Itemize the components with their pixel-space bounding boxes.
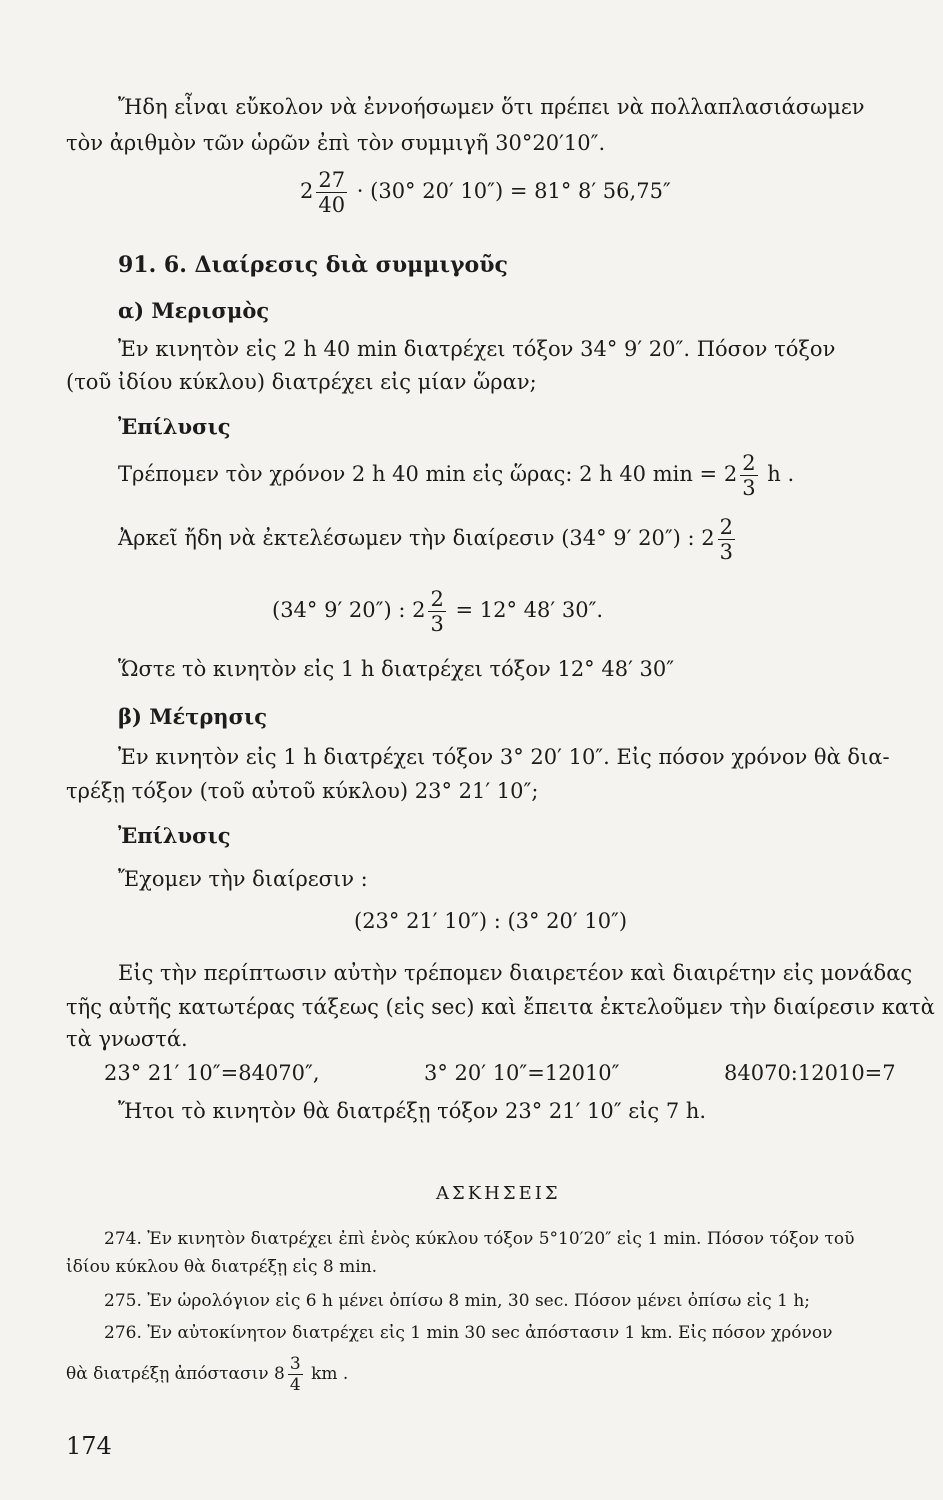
solution-b-have: Ἔχομεν τὴν διαίρεσιν :	[118, 867, 368, 891]
fraction-numerator: 3	[289, 1354, 301, 1374]
problem-b-line-2: τρέξῃ τόξον (τοῦ αὐτοῦ κύκλου) 23° 21′ 10″;	[66, 779, 539, 803]
subsection-a-heading: α) Μερισμὸς	[118, 298, 270, 323]
explanation-line-2: τῆς αὐτῆς κατωτέρας τάξεως (εἰς sec) καὶ ἔπειτα ἐκτελοῦμεν τὴν διαίρεσιν κατὰ	[66, 995, 935, 1019]
explanation-line-3: τὰ γνωστά.	[66, 1027, 188, 1051]
solution-a-heading: Ἐπίλυσις	[118, 414, 231, 439]
problem-a-line-2: (τοῦ ἰδίου κύκλου) διατρέχει εἰς μίαν ὥραν;	[66, 370, 537, 394]
exercise-276-line-1: 276. Ἐν αὐτοκίνητον διατρέχει εἰς 1 min 30 sec ἀπόστασιν 1 km. Εἰς πόσον χρόνον	[104, 1323, 833, 1343]
calculation-3: 84070:12010=7	[724, 1061, 896, 1085]
formula-rest: · (30° 20′ 10″) = 81° 8′ 56,75″	[356, 179, 671, 203]
formula-fraction	[316, 168, 347, 217]
solution-b-heading: Ἐπίλυσις	[118, 823, 231, 848]
problem-a-line-1: Ἐν κινητὸν εἰς 2 h 40 min διατρέχει τόξον 34° 9′ 20″. Πόσον τόξον	[118, 337, 836, 361]
intro-line-1: Ἤδη εἶναι εὔκολον νὰ ἐννοήσωμεν ὅτι πρέπει νὰ πολλαπλασιάσωμεν	[118, 95, 865, 119]
exercise-275: 275. Ἐν ὡρολόγιον εἰς 6 h μένει ὀπίσω 8 min, 30 sec. Πόσον μένει ὀπίσω εἰς 1 h;	[104, 1291, 810, 1311]
intro-formula	[300, 168, 671, 217]
step-3-result: = 12° 48′ 30″.	[455, 598, 604, 622]
exercise-276-line-2	[66, 1346, 348, 1402]
fraction-denominator: 3	[719, 540, 734, 564]
solution-a-step-3	[272, 580, 603, 640]
explanation-line-1: Εἰς τὴν περίπτωσιν αὐτὴν τρέπομεν διαιρετέον καὶ διαιρέτην εἰς μονάδας	[118, 961, 913, 985]
step-3-fraction	[428, 587, 445, 636]
exercise-276-unit: km .	[311, 1364, 349, 1384]
conclusion-a: Ὥστε τὸ κινητὸν εἰς 1 h διατρέχει τόξον 12° 48′ 30″	[118, 657, 675, 681]
exercises-heading: ΑΣΚΗΣΕΙΣ	[436, 1183, 561, 1204]
page-number: 174	[66, 1432, 112, 1460]
solution-a-step-2	[118, 508, 738, 568]
step-3-text: (34° 9′ 20″) : 2	[272, 598, 426, 622]
step-2-text: Ἀρκεῖ ἤδη νὰ ἐκτελέσωμεν τὴν διαίρεσιν (34° 9′ 20″) : 2	[118, 526, 715, 550]
fraction-numerator: 2	[719, 515, 734, 539]
exercise-276-fraction	[288, 1354, 303, 1395]
formula-whole: 2	[300, 179, 314, 203]
exercise-276-text: θὰ διατρέξῃ ἀπόστασιν 8	[66, 1364, 285, 1384]
step-1-text: Τρέπομεν τὸν χρόνον 2 h 40 min εἰς ὥρας: 2 h 40 min = 2	[118, 462, 738, 486]
fraction-numerator: 27	[318, 168, 346, 192]
fraction-denominator: 4	[289, 1375, 301, 1395]
fraction-numerator: 2	[742, 451, 756, 475]
section-title: 91. 6. Διαίρεσις διὰ συμμιγοῦς	[118, 252, 508, 278]
result-b: Ἤτοι τὸ κινητὸν θὰ διατρέξῃ τόξον 23° 21′ 10″ εἰς 7 h.	[118, 1099, 707, 1123]
calculation-2: 3° 20′ 10″=12010″	[424, 1061, 620, 1085]
fraction-denominator: 3	[742, 476, 756, 500]
problem-b-line-1: Ἐν κινητὸν εἰς 1 h διατρέχει τόξον 3° 20′ 10″. Εἰς πόσον χρόνον θὰ δια-	[118, 745, 890, 769]
exercise-274-line-1: 274. Ἐν κινητὸν διατρέχει ἐπὶ ἑνὸς κύκλου τόξον 5°10′20″ εἰς 1 min. Πόσον τόξον τοῦ	[104, 1229, 855, 1249]
intro-line-2: τὸν ἀριθμὸν τῶν ὡρῶν ἐπὶ τὸν συμμιγῆ 30°20′10″.	[66, 131, 606, 155]
solution-b-division: (23° 21′ 10″) : (3° 20′ 10″)	[354, 909, 628, 933]
fraction-numerator: 2	[430, 587, 444, 611]
fraction-denominator: 40	[318, 193, 346, 217]
exercise-274-line-2: ἰδίου κύκλου θὰ διατρέξῃ εἰς 8 min.	[66, 1257, 378, 1277]
step-2-fraction	[718, 515, 735, 564]
step-1-unit: h .	[767, 462, 795, 486]
step-1-fraction	[740, 451, 757, 500]
calculation-1: 23° 21′ 10″=84070″,	[104, 1061, 320, 1085]
fraction-denominator: 3	[430, 612, 444, 636]
solution-a-step-1	[118, 444, 794, 504]
subsection-b-heading: β) Μέτρησις	[118, 704, 267, 729]
